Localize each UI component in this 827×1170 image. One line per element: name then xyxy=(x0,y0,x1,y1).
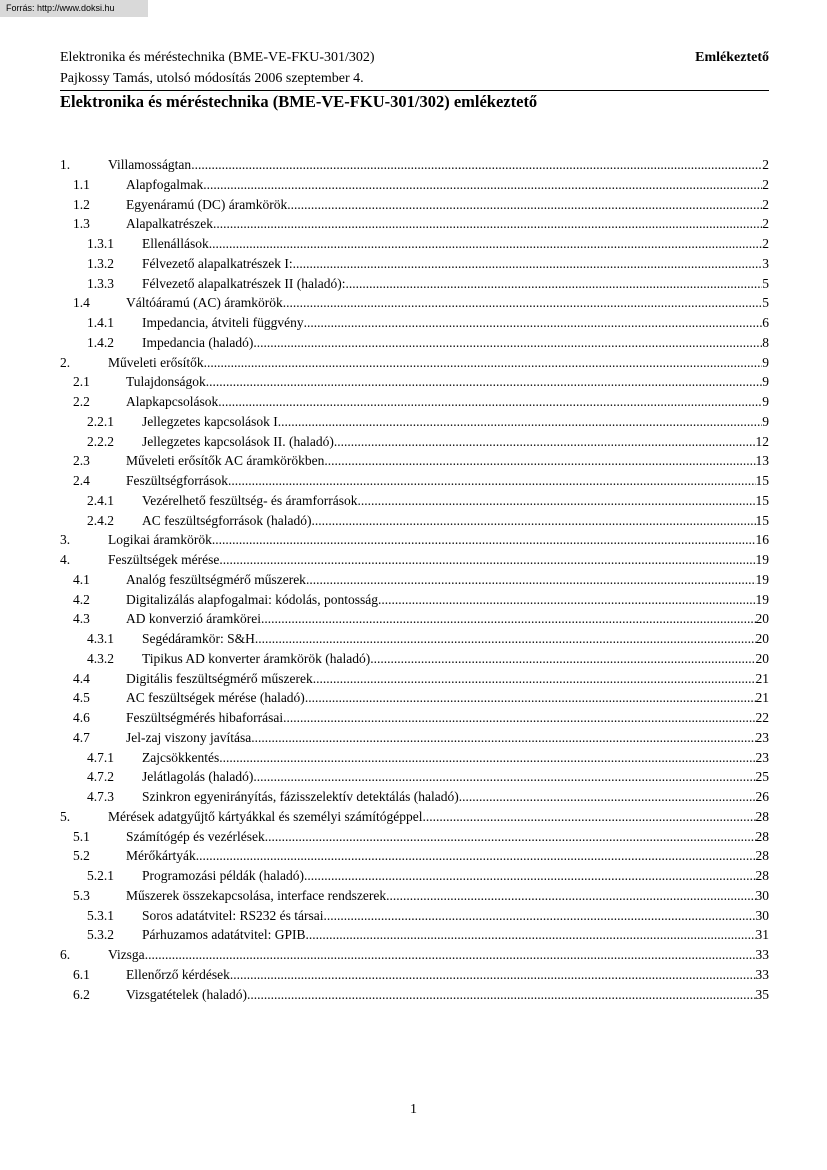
toc-leader-dots xyxy=(293,254,763,274)
source-label: Forrás: http://www.doksi.hu xyxy=(0,0,148,17)
toc-entry[interactable] xyxy=(60,274,769,294)
toc-entry-label: Tipikus AD konverter áramkörök (haladó) xyxy=(142,650,371,666)
toc-entry-page: 28 xyxy=(755,808,769,824)
toc-entry[interactable] xyxy=(60,214,769,234)
toc-entry-page: 21 xyxy=(755,670,769,686)
toc-entry-label: Egyenáramú (DC) áramkörök xyxy=(126,196,288,212)
toc-entry-number: 1.1 xyxy=(73,176,90,192)
page-number: 1 xyxy=(410,1102,417,1117)
toc-entry[interactable] xyxy=(60,590,769,610)
toc-entry-page: 12 xyxy=(755,433,769,449)
toc-entry[interactable] xyxy=(60,609,769,629)
toc-entry-number: 1. xyxy=(60,157,71,172)
toc-entry-number: 1.2 xyxy=(73,196,90,212)
toc-entry-number: 5.3.1 xyxy=(87,907,114,923)
toc-leader-dots xyxy=(304,313,763,333)
toc-entry-number: 4.3.2 xyxy=(87,650,114,666)
toc-entry-number: 4.3 xyxy=(73,611,90,627)
toc-entry-page: 30 xyxy=(755,887,769,903)
toc-leader-dots xyxy=(213,214,762,234)
toc-entry[interactable] xyxy=(60,827,769,847)
toc-entry[interactable] xyxy=(60,570,769,590)
header-rule xyxy=(60,90,769,91)
toc-entry[interactable] xyxy=(60,925,769,945)
toc-entry[interactable] xyxy=(60,669,769,689)
toc-entry-number: 6. xyxy=(60,947,71,962)
toc-entry-page: 15 xyxy=(755,473,769,488)
toc-leader-dots xyxy=(346,274,763,294)
toc-entry-number: 5.3.2 xyxy=(87,927,114,943)
toc-entry-number: 2.2 xyxy=(73,394,90,409)
toc-entry-page: 19 xyxy=(755,591,769,607)
toc-leader-dots xyxy=(191,155,762,175)
toc-entry-page: 9 xyxy=(762,413,769,429)
toc-entry[interactable] xyxy=(60,432,769,452)
toc-entry[interactable] xyxy=(60,748,769,768)
toc-entry[interactable] xyxy=(60,254,769,274)
toc-entry-label: Digitális feszültségmérő műszerek xyxy=(126,670,313,686)
toc-entry-label: Tulajdonságok xyxy=(126,374,206,390)
toc-entry-label: Műveleti erősítők xyxy=(108,354,204,370)
toc-entry-number: 5.1 xyxy=(73,828,90,844)
toc-entry-number: 1.3 xyxy=(73,216,90,232)
toc-entry-label: Jel-zaj viszony javítása xyxy=(126,729,252,745)
toc-entry[interactable] xyxy=(60,293,769,313)
toc-entry[interactable] xyxy=(60,511,769,531)
toc-leader-dots xyxy=(251,728,755,748)
toc-entry[interactable] xyxy=(60,471,769,491)
toc-entry-number: 2.2.1 xyxy=(87,413,114,429)
toc-entry-number: 1.3.2 xyxy=(87,255,114,271)
toc-leader-dots xyxy=(219,550,755,570)
toc-leader-dots xyxy=(283,293,763,313)
toc-entry[interactable] xyxy=(60,155,769,175)
toc-leader-dots xyxy=(283,708,755,728)
toc-entry-number: 4.3.1 xyxy=(87,631,114,646)
toc-leader-dots xyxy=(206,372,762,392)
toc-entry-number: 2.4.1 xyxy=(87,492,114,508)
toc-leader-dots xyxy=(287,195,762,215)
toc-entry-label: AD konverzió áramkörei xyxy=(126,611,261,627)
toc-entry-number: 5.2 xyxy=(73,848,90,864)
toc-leader-dots xyxy=(261,609,756,629)
toc-leader-dots xyxy=(204,353,763,373)
toc-leader-dots xyxy=(305,925,755,945)
toc-entry-page: 2 xyxy=(762,176,769,192)
toc-entry-label: Logikai áramkörök xyxy=(108,532,212,548)
toc-entry[interactable] xyxy=(60,708,769,728)
toc-entry-number: 4.7.2 xyxy=(87,769,114,785)
toc-leader-dots xyxy=(212,530,756,550)
toc-entry[interactable] xyxy=(60,372,769,392)
toc-entry-label: Impedancia (haladó) xyxy=(142,334,254,350)
toc-entry-label: Programozási példák (haladó) xyxy=(142,868,304,883)
toc-leader-dots xyxy=(386,886,755,906)
toc-entry-number: 4. xyxy=(60,552,71,567)
toc-entry[interactable] xyxy=(60,649,769,669)
toc-entry-page: 2 xyxy=(762,216,769,232)
toc-leader-dots xyxy=(323,906,755,926)
toc-entry-page: 19 xyxy=(755,552,769,567)
toc-entry-label: Jellegzetes kapcsolások I. xyxy=(142,413,282,429)
toc-leader-dots xyxy=(378,590,756,610)
toc-entry[interactable] xyxy=(60,333,769,353)
toc-entry-page: 31 xyxy=(755,927,769,943)
toc-entry-number: 1.4.2 xyxy=(87,334,114,350)
toc-entry[interactable] xyxy=(60,846,769,866)
toc-entry-label: AC feszültségek mérése (haladó) xyxy=(126,690,305,706)
toc-entry-page: 15 xyxy=(755,512,769,528)
toc-entry-number: 4.4 xyxy=(73,670,90,686)
toc-entry-number: 4.7 xyxy=(73,729,90,745)
toc-entry[interactable] xyxy=(60,195,769,215)
toc-entry[interactable] xyxy=(60,530,769,550)
toc-entry-page: 5 xyxy=(762,275,769,291)
toc-leader-dots xyxy=(218,392,762,412)
toc-leader-dots xyxy=(313,669,756,689)
toc-entry-number: 2.4 xyxy=(73,473,90,488)
toc-entry-label: Jellegzetes kapcsolások II. (haladó) xyxy=(142,433,334,449)
toc-entry-label: Félvezető alapalkatrészek II (haladó): xyxy=(142,275,346,291)
toc-entry-page: 9 xyxy=(762,374,769,390)
toc-entry-label: Villamosságtan xyxy=(108,157,192,172)
toc-entry-page: 9 xyxy=(762,354,769,370)
toc-entry-label: Műveleti erősítők AC áramkörökben xyxy=(126,453,325,469)
toc-entry-page: 3 xyxy=(762,255,769,271)
toc-entry-page: 13 xyxy=(755,453,769,469)
toc-entry-number: 2.4.2 xyxy=(87,512,114,528)
toc-entry-number: 4.6 xyxy=(73,710,90,725)
toc-entry-page: 2 xyxy=(762,196,769,212)
toc-leader-dots xyxy=(305,688,756,708)
toc-entry-label: Műszerek összekapcsolása, interface rendszerek xyxy=(126,887,387,903)
toc-leader-dots xyxy=(265,827,756,847)
toc-entry-number: 1.3.3 xyxy=(87,275,114,291)
toc-entry-page: 6 xyxy=(762,315,769,330)
toc-entry[interactable] xyxy=(60,886,769,906)
toc-leader-dots xyxy=(334,432,756,452)
toc-entry[interactable] xyxy=(60,728,769,748)
toc-entry-label: Ellenőrző kérdések xyxy=(126,966,230,982)
toc-entry[interactable] xyxy=(60,906,769,926)
toc-entry-page: 35 xyxy=(755,986,769,1002)
toc-leader-dots xyxy=(370,649,755,669)
toc-entry-number: 1.4 xyxy=(73,295,90,311)
toc-leader-dots xyxy=(209,234,763,254)
toc-entry[interactable] xyxy=(60,965,769,985)
toc-entry[interactable] xyxy=(60,787,769,807)
toc-entry[interactable] xyxy=(60,629,769,649)
toc-leader-dots xyxy=(247,985,755,1005)
toc-entry-label: Mérőkártyák xyxy=(126,848,196,864)
toc-entry[interactable] xyxy=(60,175,769,195)
toc-entry-number: 6.2 xyxy=(73,986,90,1002)
toc-entry[interactable] xyxy=(60,866,769,886)
toc-entry-page: 20 xyxy=(755,631,769,646)
toc-entry-label: Szinkron egyenirányítás, fázisszelektív detektálás (haladó) xyxy=(142,789,459,804)
toc-entry-number: 5.3 xyxy=(73,887,90,903)
toc-leader-dots xyxy=(219,748,755,768)
toc-entry-label: Segédáramkör: S&H xyxy=(142,631,255,646)
toc-entry-page: 2 xyxy=(762,157,769,172)
toc-entry-label: Mérések adatgyűjtő kártyákkal és személyi számítógéppel xyxy=(108,808,423,824)
toc-entry-number: 2. xyxy=(60,354,71,370)
toc-entry-page: 28 xyxy=(755,828,769,844)
toc-entry-page: 2 xyxy=(762,236,769,251)
toc-entry-label: Vizsga xyxy=(108,947,145,962)
toc-leader-dots xyxy=(311,511,755,531)
course-title: Elektronika és méréstechnika (BME-VE-FKU-301/302) xyxy=(60,50,375,65)
toc-leader-dots xyxy=(253,333,762,353)
toc-entry-page: 22 xyxy=(755,710,769,725)
toc-leader-dots xyxy=(281,412,762,432)
toc-entry-label: Alapfogalmak xyxy=(126,176,204,192)
toc-entry-label: Ellenállások xyxy=(142,236,209,251)
toc-leader-dots xyxy=(459,787,756,807)
toc-entry-label: Vizsgatételek (haladó) xyxy=(126,986,248,1002)
toc-entry-number: 4.1 xyxy=(73,571,90,587)
toc-leader-dots xyxy=(230,965,756,985)
toc-entry-page: 8 xyxy=(762,334,769,350)
toc-entry-label: Soros adatátvitel: RS232 és társai xyxy=(142,907,324,923)
toc-leader-dots xyxy=(324,451,755,471)
toc-entry-number: 4.7.1 xyxy=(87,749,114,765)
toc-entry-label: Számítógép és vezérlések xyxy=(126,828,265,844)
toc-leader-dots xyxy=(358,491,756,511)
toc-entry-page: 33 xyxy=(755,947,769,962)
toc-entry[interactable] xyxy=(60,234,769,254)
toc-entry-page: 5 xyxy=(762,295,769,311)
toc-entry-number: 5. xyxy=(60,808,71,824)
document-tag: Emlékeztető xyxy=(695,50,769,65)
toc-entry[interactable] xyxy=(60,353,769,373)
toc-entry-label: Félvezető alapalkatrészek I: xyxy=(142,255,293,271)
toc-entry-number: 1.3.1 xyxy=(87,236,114,251)
toc-entry-label: Feszültségforrások xyxy=(126,473,228,488)
toc-entry-label: Párhuzamos adatátvitel: GPIB xyxy=(142,927,306,943)
toc-leader-dots xyxy=(306,570,756,590)
toc-entry-number: 2.2.2 xyxy=(87,433,114,449)
toc-entry[interactable] xyxy=(60,451,769,471)
toc-entry-label: Alapalkatrészek xyxy=(126,216,213,232)
toc-entry[interactable] xyxy=(60,491,769,511)
author-line: Pajkossy Tamás, utolsó módosítás 2006 szeptember 4. xyxy=(60,71,364,86)
toc-entry-number: 1.4.1 xyxy=(87,315,114,330)
toc-entry-label: Zajcsökkentés xyxy=(142,749,220,765)
toc-leader-dots xyxy=(228,471,756,491)
toc-entry-page: 30 xyxy=(755,907,769,923)
toc-entry[interactable] xyxy=(60,945,769,965)
toc-entry[interactable] xyxy=(60,313,769,333)
toc-entry-page: 16 xyxy=(755,532,769,548)
toc-entry[interactable] xyxy=(60,412,769,432)
toc-entry[interactable] xyxy=(60,985,769,1005)
toc-entry-page: 9 xyxy=(762,394,769,409)
toc-leader-dots xyxy=(196,846,756,866)
running-header xyxy=(60,50,769,66)
toc-leader-dots xyxy=(304,866,756,886)
toc-entry[interactable] xyxy=(60,688,769,708)
toc-entry-label: Impedancia, átviteli függvény xyxy=(142,315,304,330)
toc-entry-number: 6.1 xyxy=(73,966,90,982)
toc-entry-number: 2.3 xyxy=(73,453,90,469)
toc-entry[interactable] xyxy=(60,767,769,787)
toc-entry[interactable] xyxy=(60,550,769,570)
toc-entry-page: 28 xyxy=(755,868,769,883)
toc-entry-label: Váltóáramú (AC) áramkörök xyxy=(126,295,283,311)
toc-leader-dots xyxy=(255,629,756,649)
toc-entry-number: 4.2 xyxy=(73,591,90,607)
toc-entry-page: 15 xyxy=(755,492,769,508)
toc-entry-page: 33 xyxy=(755,966,769,982)
toc-entry-number: 3. xyxy=(60,532,71,548)
toc-entry-number: 4.7.3 xyxy=(87,789,114,804)
toc-entry-page: 25 xyxy=(755,769,769,785)
toc-entry-label: AC feszültségforrások (haladó) xyxy=(142,512,312,528)
toc-entry-number: 4.5 xyxy=(73,690,90,706)
toc-entry-label: Analóg feszültségmérő műszerek xyxy=(126,571,306,587)
toc-leader-dots xyxy=(253,767,755,787)
toc-leader-dots xyxy=(423,807,756,827)
toc-entry-page: 26 xyxy=(755,789,769,804)
toc-leader-dots xyxy=(145,945,756,965)
toc-entry-number: 5.2.1 xyxy=(87,868,114,883)
toc-entry[interactable] xyxy=(60,392,769,412)
toc-entry-page: 23 xyxy=(755,749,769,765)
toc-entry-label: Vezérelhető feszültség- és áramforrások xyxy=(142,492,358,508)
page-title: Elektronika és méréstechnika (BME-VE-FKU-301/302) emlékeztető xyxy=(60,92,538,111)
toc-entry-page: 20 xyxy=(755,650,769,666)
toc-entry-page: 20 xyxy=(755,611,769,627)
toc-entry-label: Jelátlagolás (haladó) xyxy=(142,769,254,785)
toc-entry-label: Digitalizálás alapfogalmai: kódolás, pontosság xyxy=(126,591,378,607)
toc-entry-page: 19 xyxy=(755,571,769,587)
toc-entry[interactable] xyxy=(60,807,769,827)
toc-entry-label: Feszültségmérés hibaforrásai xyxy=(126,710,284,725)
toc-entry-label: Feszültségek mérése xyxy=(108,552,220,567)
toc-entry-page: 28 xyxy=(755,848,769,864)
toc-entry-label: Alapkapcsolások xyxy=(126,394,219,409)
toc-leader-dots xyxy=(203,175,762,195)
toc-entry-page: 23 xyxy=(755,729,769,745)
toc-entry-number: 2.1 xyxy=(73,374,90,390)
table-of-contents xyxy=(60,155,769,1004)
toc-entry-page: 21 xyxy=(755,690,769,706)
